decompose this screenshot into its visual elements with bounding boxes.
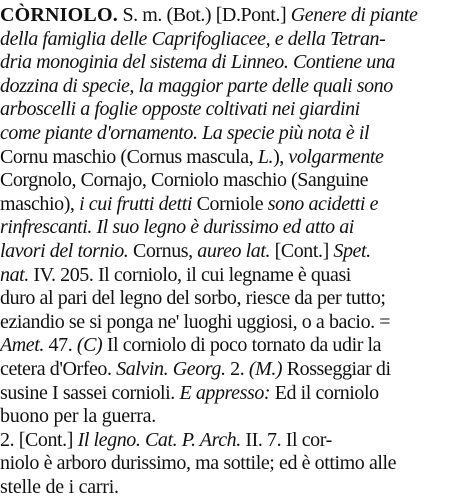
- entry-text: Genere di piante: [290, 4, 418, 26]
- entry-line: [0, 429, 475, 453]
- entry-line: [0, 334, 475, 358]
- entry-text: [Cont.]: [274, 239, 334, 262]
- entry-text: Cornus,: [132, 239, 198, 262]
- entry-text: nat.: [0, 263, 34, 286]
- entry-line: [0, 452, 475, 476]
- dictionary-entry: [0, 4, 475, 499]
- entry-text: Rosseggiar di: [286, 357, 391, 380]
- entry-text: (Cornus mascula,: [120, 145, 258, 168]
- entry-text: 2.: [230, 357, 249, 380]
- entry-text: 47.: [48, 334, 77, 357]
- entry-text: 2. [Cont.]: [0, 428, 78, 451]
- entry-line: [0, 264, 475, 288]
- entry-text: Ed il corniolo: [274, 381, 379, 404]
- entry-text: II. 7. Il cor-: [245, 428, 332, 451]
- entry-text: Cornu maschio: [0, 145, 121, 168]
- entry-text: susine I sassei cornioli.: [0, 381, 180, 404]
- entry-text: Salvin. Georg.: [116, 357, 231, 380]
- entry-text: ),: [273, 145, 289, 168]
- entry-line: [0, 193, 475, 217]
- entry-text: niolo è arboro durissimo, ma sottile; ed è ottimo alle: [0, 452, 397, 475]
- entry-text: Corgnolo, Cornajo, Corniolo maschio (Sanguine: [0, 169, 369, 192]
- entry-text: (M.): [248, 357, 287, 380]
- entry-line: [0, 122, 475, 146]
- entry-line: [0, 98, 475, 122]
- entry-text: Amet.: [0, 334, 49, 357]
- entry-line: [0, 287, 475, 311]
- entry-line: [0, 476, 475, 499]
- entry-text: stelle de i carri.: [0, 475, 119, 498]
- entry-line: [0, 311, 475, 335]
- entry-text: lavori del tornio.: [0, 239, 133, 262]
- entry-text: duro al pari del legno del sorbo, riesce da per tutto;: [0, 287, 386, 310]
- entry-text: E appresso:: [179, 381, 275, 404]
- entry-text: volgarmente: [288, 145, 384, 168]
- headword: CÒRNIOLO.: [0, 4, 118, 26]
- entry-text: Corniole: [196, 192, 268, 215]
- entry-text: S. m. (Bot.) [D.Pont.]: [117, 4, 291, 26]
- entry-text: (C): [76, 334, 107, 357]
- entry-text: buono per la guerra.: [0, 405, 157, 428]
- entry-text: Il corniolo di poco tornato da udir la: [106, 334, 382, 357]
- entry-line: [0, 358, 475, 382]
- entry-line: [0, 75, 475, 99]
- entry-text: aureo lat.: [197, 239, 275, 262]
- entry-text: arboscelli a foglie opposte coltivati nei giardini: [0, 98, 360, 121]
- entry-text: eziandio se si ponga ne' luoghi uggiosi, o a bacio. =: [0, 310, 391, 333]
- entry-line: [0, 405, 475, 429]
- entry-text: come piante d'ornamento. La specie più nota è il: [0, 121, 370, 144]
- entry-text: rinfrescanti. Il suo legno è durissimo ed atto ai: [0, 216, 354, 239]
- entry-line: [0, 382, 475, 406]
- entry-text: Il legno. Cat. P. Arch.: [77, 428, 246, 451]
- entry-text: Spet.: [333, 239, 371, 262]
- entry-text: della famiglia delle Caprifogliacee, e della Tetran-: [0, 27, 386, 50]
- entry-text: sono acidetti e: [267, 192, 379, 215]
- entry-text: IV. 205. Il corniolo, il cui legname è quasi: [33, 263, 351, 286]
- entry-text: i cui frutti detti: [79, 192, 197, 215]
- entry-text: dozzina di specie, la maggior parte delle quali sono: [0, 74, 393, 97]
- entry-line: [0, 240, 475, 264]
- entry-line: [0, 51, 475, 75]
- entry-line: [0, 216, 475, 240]
- entry-line: [0, 169, 475, 193]
- entry-line: [0, 146, 475, 170]
- entry-line: [0, 28, 475, 52]
- entry-line: [0, 4, 475, 28]
- entry-text: dria monoginia del sistema di Linneo. Contiene una: [0, 51, 395, 74]
- entry-text: maschio),: [0, 192, 80, 215]
- entry-text: cetera d'Orfeo.: [0, 357, 117, 380]
- entry-text: L.: [257, 145, 274, 168]
